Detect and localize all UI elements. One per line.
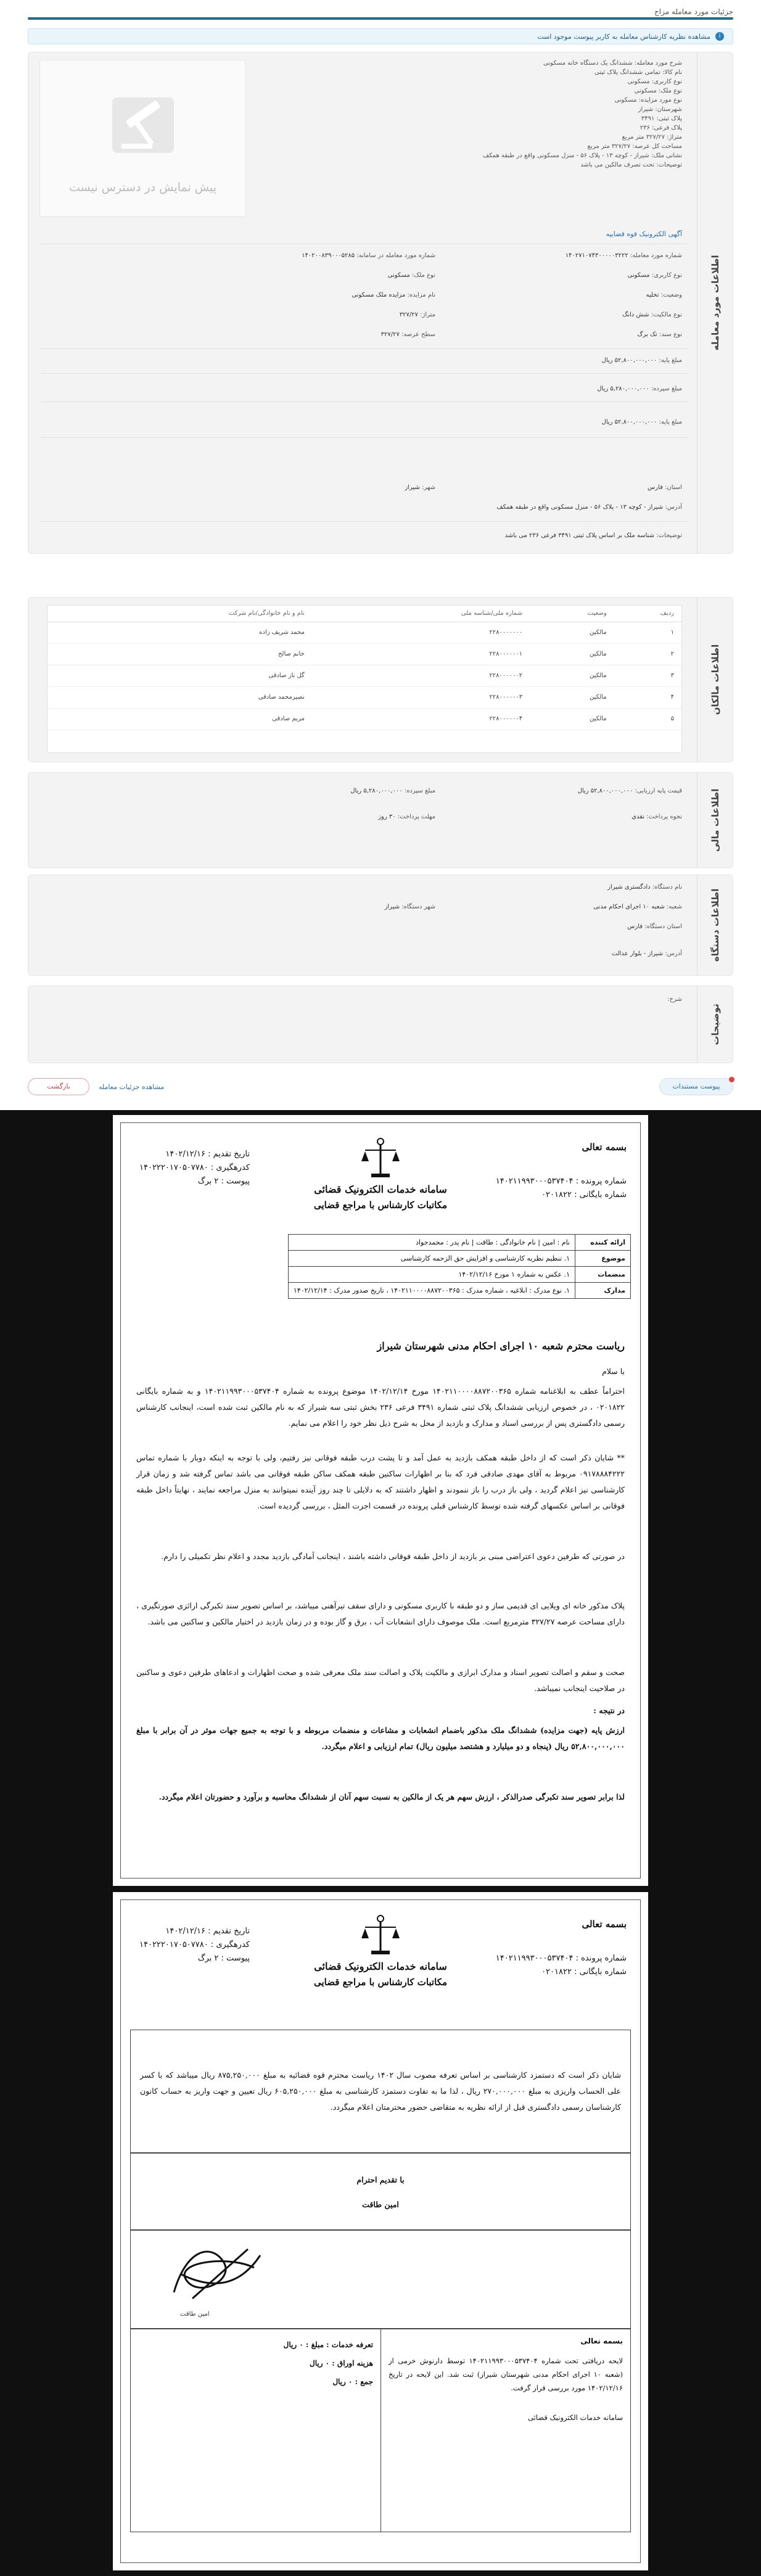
notification-dot — [729, 1077, 734, 1082]
field-base-price: مبلغ پایه: ۵۲,۸۰۰,۰۰۰,۰۰۰ ریال — [601, 357, 682, 364]
doc-org-title: سامانه خدمات الکترونیک قضائی — [314, 1183, 447, 1195]
doc-case-numbers: شماره پرونده : ۱۴۰۲۱۱۹۹۳۰۰۰۵۳۷۴۰۴ شماره بایگانی : ۰۲۰۱۸۲۲ — [495, 1177, 627, 1200]
field-property-type: نوع ملک: مسکونی — [387, 272, 435, 279]
doc-signature-box — [130, 2230, 631, 2329]
doc-meta: تاریخ تقدیم : ۱۴۰۲/۱۲/۱۶ کدرهگیری : ۱۴۰۲۲۲۰۱۷۰۵۰۷۷۸۰ پیوست : ۲ برگ — [139, 1150, 250, 1186]
section-label: اطلاعات مورد معامله — [697, 52, 733, 553]
doc-paragraph-6: ارزش پایه (جهت مزایده) ششدانگ ملک مذکور باضمام انشعابات و مشاعات و منضمات مربوطه و با توجه به جمیع جهات موثر در آن برابر با مبلغ ۵۲,۸۰۰,۰۰۰,۰۰۰ ریال (پنجاه و دو میلیارد و هشتصد میلیون ریال) تمام ارزیابی و اعلام میگردد. — [136, 1726, 625, 1751]
doc-fees: تعرفه خدمات : مبلغ : ۰ ریال هزینه اوراق : ۰ ریال جمع : ۰ ریال — [283, 2340, 373, 2386]
owners-header-row: ردیف وضعیت شماره ملی/شناسه ملی نام و نام خانوادگی/نام شرکت — [47, 606, 681, 622]
field-notes: شرح: — [667, 996, 682, 1003]
field-status: وضعیت: تخلیه — [646, 292, 682, 298]
doc-receipt: بسمه تعالی لایحه دریافتی تحت شماره ۱۴۰۲۱۱۹۹۳۰۰۰۵۳۷۴۰۴ توسط دارنوش خرمی از (شعبه ۱۰ اجرای احکام مدنی شهرستان شیراز) ثبت شد. این لایحه در تاریخ ۱۴۰۲/۱۲/۱۶ مورد بررسی قرار گرفت. سامانه خدمات الکترونیک قضائی — [380, 2329, 630, 2532]
field-agency-branch: شعبه: شعبه ۱۰ اجرای احکام مدنی — [593, 903, 682, 910]
field-usage: نوع کاربری: مسکونی — [627, 272, 682, 279]
deal-summary: شرح مورد معامله: ششدانگ یک دستگاه خانه مسکونی نام کالا: تمامی ششدانگ پلاک ثبتی نوع کاربری: مسکونی نوع ملک: مسکونی نوع مورد مزایده: مسکونی شهرستان: شیراز پلاک ثبتی: ۳۴۹۱ پلاک فرعی: ۲۳۶ متراژ: ۳۲۷/۲۷ متر مربع مساحت کل عرصه: ۳۲۷/۲۷ متر مربع نشانی ملک: شیراز - کوچه ۱۳ - پلاک ۵۶ - منزل مسکونی واقع در طبقه همکف توضیحات: تحت تصرف مالکین می باشد — [482, 60, 682, 168]
justice-scale-icon — [359, 1137, 402, 1180]
doc-closing-box — [130, 2153, 631, 2230]
action-bar — [28, 1077, 733, 1098]
field-deed-type: نوع سند: تک برگ — [637, 331, 682, 338]
alert-text: مشاهده نظریه کارشناس معامله به کاربر پیوست موجود است — [537, 32, 710, 41]
table-row: منضمات ۱. عکس به شماره ۱ مورخ ۱۴۰۲/۱۲/۱۶ — [288, 1267, 630, 1283]
justice-scale-icon — [359, 1914, 402, 1957]
info-icon: i — [715, 32, 724, 41]
field-system-number: شماره مورد معامله در سامانه: ۱۴۰۲۰۰۸۳۹۰۰۰۵۲۸۵ — [302, 252, 435, 259]
field-ownership: نوع مالکیت: شش دانگ — [622, 311, 682, 318]
table-row: ۲ مالکین ۲۲۸۰۰۰۰۰۰۱ خانم صالح — [47, 643, 681, 665]
table-row: مدارک ۱. نوع مدرک : ابلاغیه ، شماره مدرک : ۱۴۰۲۱۱۰۰۰۰۸۸۷۲۰۰۳۶۵ ، تاریخ صدور مدرک : ۱۴۰۲/۱۲/۱۴ — [288, 1283, 630, 1299]
doc-closing-2: امین طاقت — [362, 2200, 399, 2209]
section-label: اطلاعات مالی — [697, 773, 733, 868]
title-underline — [28, 17, 733, 20]
section-agency — [28, 874, 733, 976]
doc-addressee: ریاست محترم شعبه ۱۰ اجرای احکام مدنی شهرستان شیراز — [377, 1340, 625, 1352]
field-deal-number: شماره مورد معامله: ۱۴۰۲۷۱۰۷۴۳۰۰۰۰۰۳۲۲۲ — [565, 252, 682, 259]
table-row: ۴ مالکین ۲۲۸۰۰۰۰۰۰۳ نصیرمحمد صادقی — [47, 686, 681, 708]
field-auction-name: نام مزایده: مزایده ملک مسکونی — [352, 292, 435, 298]
doc-info-table — [288, 1234, 631, 1299]
document-page-1 — [113, 1115, 648, 1886]
table-row: ۵ مالکین ۲۲۸۰۰۰۰۰۰۴ مریم صادقی — [47, 708, 681, 730]
field-province: استان: فارس — [648, 484, 682, 491]
field-address: آدرس: شیراز - کوچه ۱۳ - پلاک ۵۶ - منزل مسکونی واقع در طبقه همکف — [496, 504, 682, 511]
owners-table — [47, 606, 681, 730]
table-row: ارائه کننده نام : امین | نام خانوادگی : طاقت | نام پدر : محمدجواد — [288, 1235, 630, 1251]
field-description: توضیحات: شناسه ملک بر اساس پلاک ثبتی ۳۴۹۱ فرعی ۲۳۶ می باشد — [504, 532, 682, 539]
field-land-area: سطح عرصه: ۳۲۷/۲۷ — [380, 331, 435, 338]
field-finance-payment: نحوه پرداخت: نقدی — [631, 813, 682, 820]
doc-paragraph-8: شایان ذکر است که دستمزد کارشناسی بر اساس تعرفه مصوب سال ۱۴۰۲ ریاست محترم قوه قضائیه به مبلغ ۸۷۵,۲۵۰,۰۰۰ ریال میباشد که با کسر علی الحساب واریزی به مبلغ ۲۷۰,۰۰۰,۰۰۰ ریال ، لذا ما به تفاوت دستمزد کارشناسی به مبلغ ۶۰۵,۲۵۰,۰۰۰ ریال تعیین و جهت واریز به حساب کانون کارشناسان رسمی دادگستری قبل از ارائه نظریه به متقاضی حضور محترمتان اعلام میگردد. — [140, 2070, 622, 2112]
doc-paragraph-2: ** شایان ذکر است که از داخل طبقه همکف بازدید به عمل آمد و تا پشت درب طبقه فوقانی نیز رفتیم، ولی با توجه به اینکه دوبار با شماره تماس ۰۹۱۷۸۸۸۴۲۲۲ مربوط به آقای مهدی صادقی فرد که بنا بر اظهارات ساکنین طبقه همکف ساکن طبقه فوقانی می باشد تماس گرفته شد و زمان قرار کارشناسی نیز اعلام گردید ، ولی باز درب را باز ننمودند و اظهار داشتند که به دلایلی تا چند روز آینده نمیتوانند به منزل مراجعه نمایند ، نهایتاً داخل طبقه فوقانی بر اساس عکسهای گرفته شده توسط کارشناس قبلی پرونده در قسمت اجرت المثل ، بررسی گردیده است. — [136, 1453, 625, 1510]
section-label: توضیحات — [697, 986, 733, 1063]
document-page-2: بسمه تعالی شماره پرونده : ۱۴۰۲۱۱۹۹۳۰۰۰۵۳۷۴۰۴ شماره بایگانی : ۰۲۰۱۸۲۲ تاریخ تقدیم : ۱۴۰۲/۱۲/۱۶ کدرهگیری : ۱۴۰۲۲۲۰۱۷۰۵۰۷۷۸۰ پیوست : ۲ برگ سامانه خدمات الکترونیک قضائی مکاتبات کارشناس با مراجع قضایی شایان ذکر است که دستمزد کارشناسی بر اساس تعرفه مصوب سال ۱۴۰۲ ریاست محترم قوه قضائیه به مبلغ ۸۷۵,۲۵۰,۰۰۰ ریال میباشد که با کسر علی الحساب واریزی به مبلغ ۲۷۰,۰۰۰,۰۰۰ ریال ، لذا ما به تفاوت دستمزد کارشناسی به مبلغ ۶۰۵,۲۵۰,۰۰۰ ریال تعیین و جهت واریز به حساب کانون کارشناسان رسمی دادگستری قبل از ارائه نظریه به متقاضی حضور محترمتان اعلام میگردد. با تقدیم احترام امین طاقت امین طاقت بسمه تعالی لایحه دریافتی تحت شماره ۱۴۰۲۱۱۹۹۳۰۰۰۵۳۷۴۰۴ توسط دارنوش خرمی از (شعبه ۱۰ اجرای احکام مدنی شهرستان شیراز) ثبت شد. این لایحه در تاریخ ۱۴۰۲/۱۲/۱۶ مورد بررسی قرار گرفت. سامانه خدمات الکترونیک قضائی تعرفه خدمات : مبلغ : ۰ ریال هزینه اوراق : ۰ ریال جمع : ۰ ریال — [113, 1892, 648, 2570]
image-placeholder: پیش نمایش در دسترس نیست — [39, 60, 246, 217]
page-title: جزئیات مورد معامله مزاج — [654, 7, 733, 16]
doc-paragraph-5: صحت و سقم و اصالت تصویر اسناد و مدارک ابرازی و مالکیت پلاک و اصالت سند ملک معرفی شده و صحت اظهارات و ادعاهای طرفین دعوی و ساکنین در صلاحیت اینجانب نمیباشد. — [136, 1668, 625, 1693]
section-finance — [28, 772, 733, 868]
doc-paragraph-7: لذا برابر تصویر سند تکبرگی صدرالذکر ، ارزش سهم هر یک از مالکین به نسبت سهم آنان از ششدانگ محاسبه و برآورد و حضورتان اعلام میگردد. — [158, 1792, 625, 1801]
doc-greeting: با سلام — [602, 1367, 625, 1376]
expert-opinion-alert — [28, 28, 733, 44]
table-row: ۱ مالکین ۲۲۸۰۰۰۰۰۰۰ محمد شریف زاده — [47, 622, 681, 643]
field-finance-base: قیمت پایه ارزیابی: ۵۲,۸۰۰,۰۰۰,۰۰۰ ریال — [577, 788, 682, 794]
field-city: شهر: شیراز — [405, 484, 435, 491]
doc-paragraph-1: احتراماً عطف به ابلاغنامه شماره ۱۴۰۲۱۱۰۰۰۰۸۸۷۲۰۰۳۶۵ مورخ ۱۴۰۲/۱۲/۱۴ موضوع پرونده به شماره ۱۴۰۲۱۱۹۹۳۰۰۰۵۳۷۴۰۴ و به شماره بایگانی ۰۲۰۱۸۲۲ ، در خصوص ارزیابی ششدانگ پلاک ثبتی شماره ۳۴۹۱ فرعی ۲۳۶ بخش ثبتی سه شیراز که به نام مالکین ثبت شده است، اینجانب کارشناس رسمی دادگستری پس از بررسی اسناد و مدارک و بازدید از محل به شرح ذیل نظر خود را اعلام می نمایم. — [136, 1386, 625, 1428]
attached-document-viewer — [0, 1110, 761, 2576]
table-row: ۳ مالکین ۲۲۸۰۰۰۰۰۰۲ گل ناز صادقی — [47, 665, 681, 686]
attachments-button[interactable]: پیوست مستندات — [659, 1078, 733, 1095]
field-agency-address: آدرس: شیراز - بلوار عدالت — [611, 950, 682, 957]
section-label: اطلاعات دستگاه — [697, 875, 733, 975]
field-finance-deposit: مبلغ سپرده: ۵,۲۸۰,۰۰۰,۰۰۰ ریال — [350, 788, 435, 794]
section-deal-info — [28, 52, 733, 554]
table-row: موضوع ۱. تنظیم نظریه کارشناسی و افزایش حق الزحمه کارشناسی — [288, 1251, 630, 1267]
doc-fee-box — [130, 2030, 631, 2153]
signer-name: امین طاقت — [180, 2311, 210, 2318]
section-notes — [28, 986, 733, 1063]
field-base-valuation: مبلغ پایه: ۵۲,۸۰۰,۰۰۰,۰۰۰ ریال — [601, 419, 682, 426]
field-agency-province: استان دستگاه: فارس — [627, 923, 682, 930]
court-ad-link[interactable]: آگهی الکترونیک قوه قضاییه — [606, 230, 682, 238]
signature-image — [162, 2237, 266, 2311]
field-deposit: مبلغ سپرده: ۵,۲۸۰,۰۰۰,۰۰۰ ریال — [597, 385, 682, 392]
section-label: اطلاعات مالکان — [697, 598, 733, 762]
doc-closing-1: با تقدیم احترام — [356, 2175, 405, 2184]
owners-table-wrap — [47, 605, 682, 753]
doc-org-subtitle: مکاتبات کارشناس با مراجع قضایی — [313, 1200, 447, 1211]
field-finance-deadline: مهلت پرداخت: ۳۰ روز — [378, 813, 435, 820]
field-agency-name: نام دستگاه: دادگستری شیراز — [607, 884, 682, 891]
field-area: متراژ: ۳۲۷/۲۷ — [399, 311, 435, 318]
field-agency-city: شهر دستگاه: شیراز — [384, 903, 435, 910]
doc-paragraph-3: در صورتی که طرفین دعوی اعتراضی مبنی بر بازدید از داخل طبقه فوقانی داشته باشند ، اینجانب آمادگی بازدید مجدد و اعلام نظر تکمیلی را دارم. — [161, 1552, 625, 1561]
doc-result-heading: در نتیجه : — [593, 1706, 625, 1715]
doc-paragraph-4: پلاک مذکور خانه ای ویلایی ای قدیمی ساز و دو طبقه با کاربری مسکونی و دارای سقف تیرآهنی میباشد، بر اساس تصویر سند تکبرگی ارائزی صورتگیری ، دارای مساحت عرصه ۳۲۷/۲۷ مترمربع است. ملک موصوف دارای انشعابات آب ، برق و گاز بوده و در زمان بازدید در اختیار مالکین و ساکنین می باشد. — [136, 1601, 625, 1626]
back-button[interactable]: بازگشت — [28, 1078, 89, 1095]
case-details-page — [0, 0, 761, 1110]
doc-bismillah: بسمه تعالی — [582, 1142, 627, 1153]
gavel-icon — [109, 91, 177, 159]
section-owners — [28, 597, 733, 762]
trade-details-link[interactable]: مشاهده جزئیات معامله — [99, 1083, 165, 1091]
doc-footer — [130, 2329, 631, 2532]
